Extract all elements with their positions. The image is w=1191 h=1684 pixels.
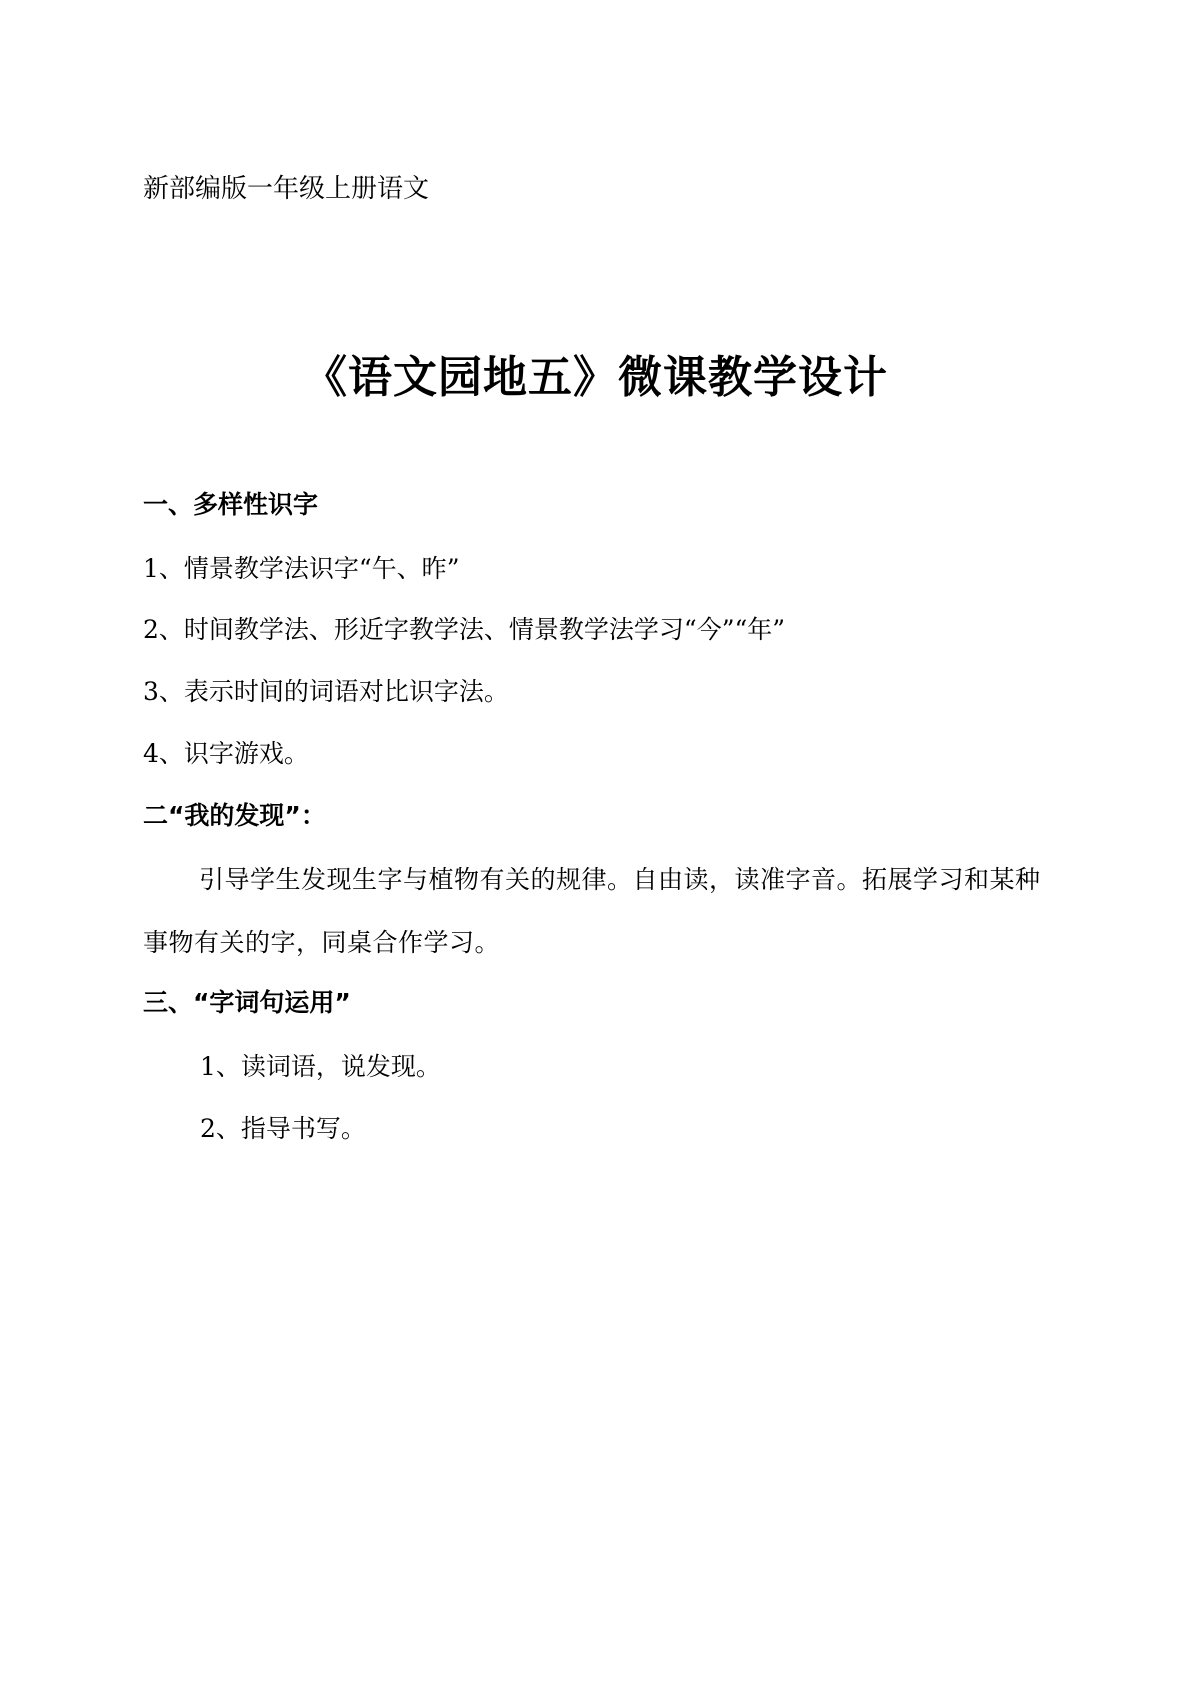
section1-item: 4、识字游戏。 [143, 739, 309, 768]
section2-heading: 二“我的发现”： [143, 801, 326, 830]
document-subtitle: 新部编版一年级上册语文 [143, 174, 430, 204]
section1-item: 2、时间教学法、形近字教学法、情景教学法学习“今”“年” [143, 615, 786, 644]
section1-heading: 一、多样性识字 [143, 490, 319, 519]
section3-item: 1、读词语，说发现。 [200, 1052, 441, 1081]
section3-heading: 三、“字词句运用” [143, 988, 351, 1017]
section1-item: 1、情景教学法识字“午、昨” [143, 554, 460, 583]
section3-item: 2、指导书写。 [200, 1114, 366, 1143]
section1-item: 3、表示时间的词语对比识字法。 [143, 677, 509, 706]
section2-paragraph: 引导学生发现生字与植物有关的规律。自由读，读准字音。拓展学习和某种事物有关的字，同桌合作学习。 [143, 865, 1041, 957]
document-title: 《语文园地五》微课教学设计 [303, 352, 888, 403]
